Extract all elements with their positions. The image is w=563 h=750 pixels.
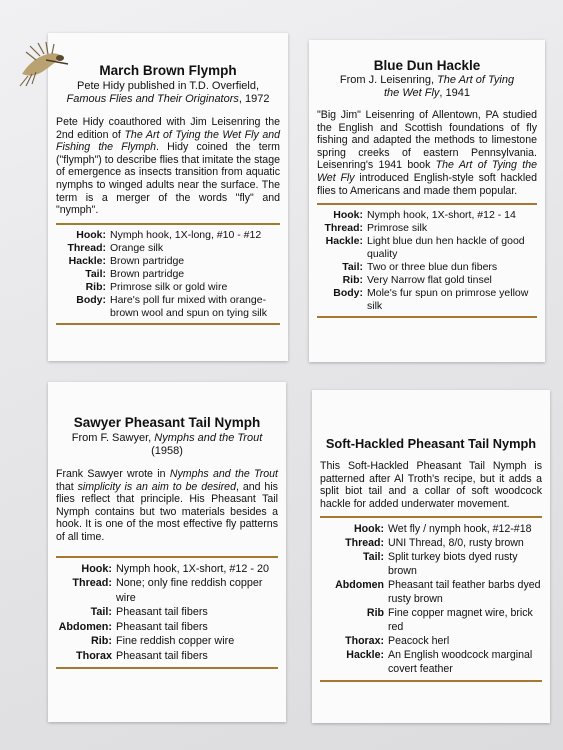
recipe-row (317, 261, 537, 274)
recipe-value: Wet fly / nymph hook, #12-#18 (388, 523, 532, 536)
recipe-row (320, 536, 542, 550)
card-soft-hackled-pheasant-tail-nymph (312, 390, 550, 723)
divider-bottom (317, 316, 537, 318)
recipe-label: Hook: (76, 228, 106, 241)
recipe-label: Abdomen: (58, 620, 112, 633)
card-sawyer-pheasant-tail-nymph (48, 382, 286, 722)
recipe-value: Pheasant tail fibers (116, 649, 208, 662)
recipe-label: Tail: (85, 267, 106, 280)
desc-book: The Art of Tying the Wet Fly and Fishing the Flymph (56, 128, 280, 154)
recipe-value: An English woodcock marginal covert feather (388, 649, 533, 676)
recipe-row (56, 605, 278, 620)
recipe-row (317, 274, 537, 287)
source-book: The Art of Tying (437, 74, 515, 86)
divider-top (56, 223, 280, 225)
recipe-label: Hackle: (346, 649, 384, 662)
recipe-value: Nymph hook, 1X-long, #10 - #12 (110, 228, 262, 241)
recipe-value: Pheasant tail feather barbs dyed rusty brown (388, 579, 541, 606)
card-blue-dun-hackle (309, 40, 545, 362)
recipe-list (56, 562, 278, 664)
card-title: Sawyer Pheasant Tail Nymph (73, 415, 261, 430)
desc-text-1: Pete Hidy coauthored with Jim Leisenring the 2nd edition of (56, 116, 280, 141)
desc-book: Nymphs and the Trout (169, 468, 278, 480)
recipe-label: Hook: (81, 562, 112, 575)
recipe-row (56, 576, 278, 605)
recipe-row (56, 242, 280, 255)
card-title: Blue Dun Hackle (373, 58, 481, 73)
source-book-2: the Wet Fly (383, 87, 440, 99)
source-text: From J. Leisenring, (339, 74, 438, 86)
recipe-row (56, 229, 280, 242)
recipe-row (317, 287, 537, 313)
recipe-label: Rib: (91, 635, 112, 648)
recipe-row (317, 235, 537, 261)
recipe-value: Pheasant tail fibers (116, 606, 208, 619)
recipe-list (320, 522, 542, 676)
desc-text-2: that (56, 480, 78, 493)
card-march-brown-flymph (48, 33, 288, 361)
desc-quote: simplicity is an aim to be desired (77, 480, 236, 493)
recipe-label: Hook: (353, 523, 384, 536)
divider-top (320, 516, 542, 518)
recipe-row (317, 209, 537, 222)
recipe-row (320, 606, 542, 634)
recipe-value: Fine copper magnet wire, brick red (388, 607, 533, 634)
source-year: , 1972 (238, 93, 270, 105)
recipe-value: Brown partridge (110, 254, 185, 267)
recipe-value: Primrose silk (367, 222, 428, 235)
recipe-label: Thread: (345, 537, 384, 550)
recipe-label: Rib (366, 607, 384, 620)
desc-book: The Art of Tying the Wet Fly (317, 159, 537, 184)
desc-text-2: . Hidy coined the term ("flymph") to describe flies that imitate the stage of emergence as insects transition from aquatic nymphs to winged adults near the surface. The term is a merger of the words "fly" and "nymph". (56, 141, 280, 217)
recipe-value: Nymph hook, 1X-short, #12 - 14 (367, 209, 516, 222)
divider-bottom (320, 680, 542, 682)
recipe-row (320, 634, 542, 648)
recipe-value: UNI Thread, 8/0, rusty brown (388, 537, 524, 550)
divider-bottom (56, 323, 280, 325)
recipe-label: Rib: (342, 274, 363, 287)
recipe-value: Fine reddish copper wire (116, 635, 235, 648)
recipe-value: Hare's poll fur mixed with orange-brown wool and spun on tying silk (110, 293, 268, 319)
recipe-value: Orange silk (110, 241, 164, 254)
card-description: This Soft-Hackled Pheasant Tail Nymph is patterned after Al Troth's recipe, but it adds a split biot tail and a collar of soft woodcock hackle for added underwater movement. (320, 460, 542, 510)
recipe-label: Thorax: (345, 635, 384, 648)
recipe-list (317, 209, 537, 313)
recipe-label: Hook: (333, 209, 363, 222)
desc-text-2: introduced English-style soft hackled flies to Americans and made them popular. (317, 171, 537, 197)
recipe-label: Tail: (363, 551, 384, 564)
source-book: Nymphs and the Trout (154, 432, 263, 444)
card-title: Soft-Hackled Pheasant Tail Nymph (325, 436, 537, 451)
recipe-value: Primrose silk or gold wire (110, 280, 228, 293)
recipe-row (56, 562, 278, 577)
recipe-row (320, 550, 542, 578)
recipe-value: Mole's fur spun on primrose yellow silk (367, 287, 529, 313)
recipe-row (56, 294, 280, 320)
recipe-value: None; only fine reddish copper wire (116, 577, 263, 604)
card-description (317, 109, 537, 197)
card-title: March Brown Flymph (99, 63, 237, 78)
recipe-value: Peacock herl (388, 635, 450, 648)
desc-text-1: "Big Jim" Leisenring of Allentown, PA studied the English and Scottish foundations of fly fishing and adapted the methods to limestone spring creeks of eastern Pennsylvania. Leisenring's 1941 book (317, 109, 537, 172)
recipe-row (56, 620, 278, 635)
recipe-label: Thorax (76, 649, 112, 662)
source-book: Famous Flies and Their Originators (66, 93, 239, 105)
recipe-label: Thread: (72, 577, 112, 590)
divider-top (56, 556, 278, 558)
recipe-value: Two or three blue dun fibers (367, 261, 498, 274)
recipe-row (320, 522, 542, 536)
recipe-list (56, 229, 280, 320)
recipe-row (56, 268, 280, 281)
recipe-value: Split turkey biots dyed rusty brown (388, 551, 518, 578)
recipe-label: Thread: (67, 241, 106, 254)
card-source (317, 74, 537, 100)
recipe-label: Body: (333, 287, 363, 300)
desc-text-3: , and his flies reflect that principle. His Pheasant Tail Nymph contains but two materials besides a hook. It is one of the most effective fly patterns of all time. (56, 480, 278, 543)
recipe-row (317, 222, 537, 235)
desc-text-1: Frank Sawyer wrote in (56, 468, 170, 480)
recipe-row (56, 255, 280, 268)
fly-photo (18, 40, 70, 90)
recipe-row (56, 281, 280, 294)
source-year: (1958) (151, 445, 183, 457)
source-year: , 1941 (439, 87, 471, 99)
recipe-value: Very Narrow flat gold tinsel (367, 274, 492, 287)
recipe-row (320, 648, 542, 676)
recipe-label: Rib: (85, 280, 106, 293)
recipe-label: Hackle: (325, 235, 363, 248)
recipe-row (320, 578, 542, 606)
card-description (56, 468, 278, 544)
recipe-label: Abdomen (335, 579, 384, 592)
recipe-label: Body: (76, 293, 106, 306)
card-description (56, 116, 280, 217)
recipe-value: Brown partridge (110, 267, 185, 280)
recipe-value: Pheasant tail fibers (116, 620, 208, 633)
recipe-label: Tail: (342, 261, 363, 274)
source-line-1: Pete Hidy published in T.D. Overfield, (77, 80, 259, 92)
card-source (56, 80, 280, 106)
recipe-value: Nymph hook, 1X-short, #12 - 20 (116, 562, 270, 575)
recipe-label: Hackle: (68, 254, 106, 267)
source-text: From F. Sawyer, (71, 432, 155, 444)
card-source (56, 432, 278, 458)
recipe-row (56, 634, 278, 649)
divider-bottom (56, 667, 278, 669)
recipe-row (56, 649, 278, 664)
recipe-value: Light blue dun hen hackle of good quality (367, 235, 525, 261)
recipe-label: Tail: (90, 606, 112, 619)
divider-top (317, 203, 537, 205)
recipe-label: Thread: (324, 222, 363, 235)
